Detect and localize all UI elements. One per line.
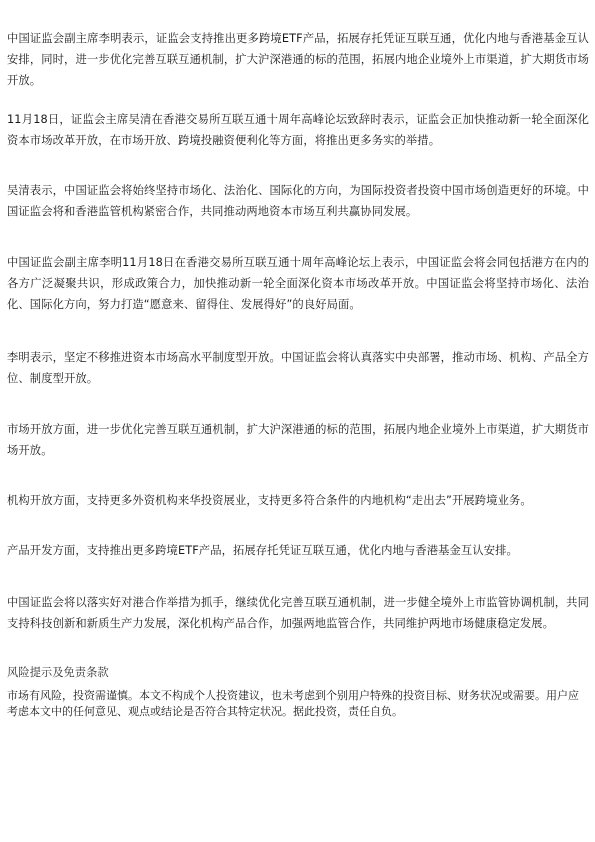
article-paragraph: 产品开发方面，支持推出更多跨境ETF产品，拓展存托凭证互联互通，优化内地与香港基金互认安排。: [7, 544, 518, 557]
article-paragraph: 市场开放方面，进一步优化完善互联互通机制，扩大沪深港通的标的范围，拓展内地企业境外上市渠道，扩大期货市场开放。: [7, 423, 589, 457]
article-paragraph: 11月18日，证监会主席吴清在香港交易所互联互通十周年高峰论坛致辞时表示，证监会正加快推动新一轮全面深化资本市场改革开放，在市场开放、跨境投融资便利化等方面，将推出更多务实的举措。: [7, 113, 589, 147]
article-paragraph: 中国证监会副主席李明11月18日在香港交易所互联互通十周年高峰论坛上表示，中国证监会将会同包括港方在内的各方广泛凝聚共识，形成政策合力，加快推动新一轮全面深化资本市场改革开放。中国证监会将坚持市场化、法治化、国际化方向，努力打造“愿意来、留得住、发展得好”的良好局面。: [7, 256, 589, 311]
disclaimer-title: 风险提示及免责条款: [7, 666, 109, 679]
article-body: [7, 28, 589, 634]
disclaimer-text: 市场有风险，投资需谨慎。本文不构成个人投资建议，也未考虑到个别用户特殊的投资目标、财务状况或需要。用户应考虑本文中的任何意见、观点或结论是否符合其特定状况。据此投资，责任自负。: [7, 689, 579, 718]
article-paragraph: 机构开放方面，支持更多外资机构来华投资展业，支持更多符合条件的内地机构“走出去”开展跨境业务。: [7, 494, 532, 507]
risk-disclaimer: [7, 664, 589, 720]
article-paragraph: 中国证监会副主席李明表示，证监会支持推出更多跨境ETF产品，拓展存托凭证互联互通，优化内地与香港基金互认安排，同时，进一步优化完善互联互通机制，扩大沪深港通的标的范围，拓展内地企业境外上市渠道，扩大期货市场开放。: [7, 32, 589, 87]
article-paragraph: 中国证监会将以落实好对港合作举措为抓手，继续优化完善互联互通机制，进一步健全境外上市监管协调机制，共同支持科技创新和新质生产力发展，深化机构产品合作，加强两地监管合作，共同维护两地市场健康稳定发展。: [7, 596, 589, 630]
article-paragraph: 李明表示，坚定不移推进资本市场高水平制度型开放。中国证监会将认真落实中央部署，推动市场、机构、产品全方位、制度型开放。: [7, 351, 589, 385]
article-paragraph: 吴清表示，中国证监会将始终坚持市场化、法治化、国际化的方向，为国际投资者投资中国市场创造更好的环境。中国证监会将和香港监管机构紧密合作，共同推动两地资本市场互利共赢协同发展。: [7, 184, 589, 218]
